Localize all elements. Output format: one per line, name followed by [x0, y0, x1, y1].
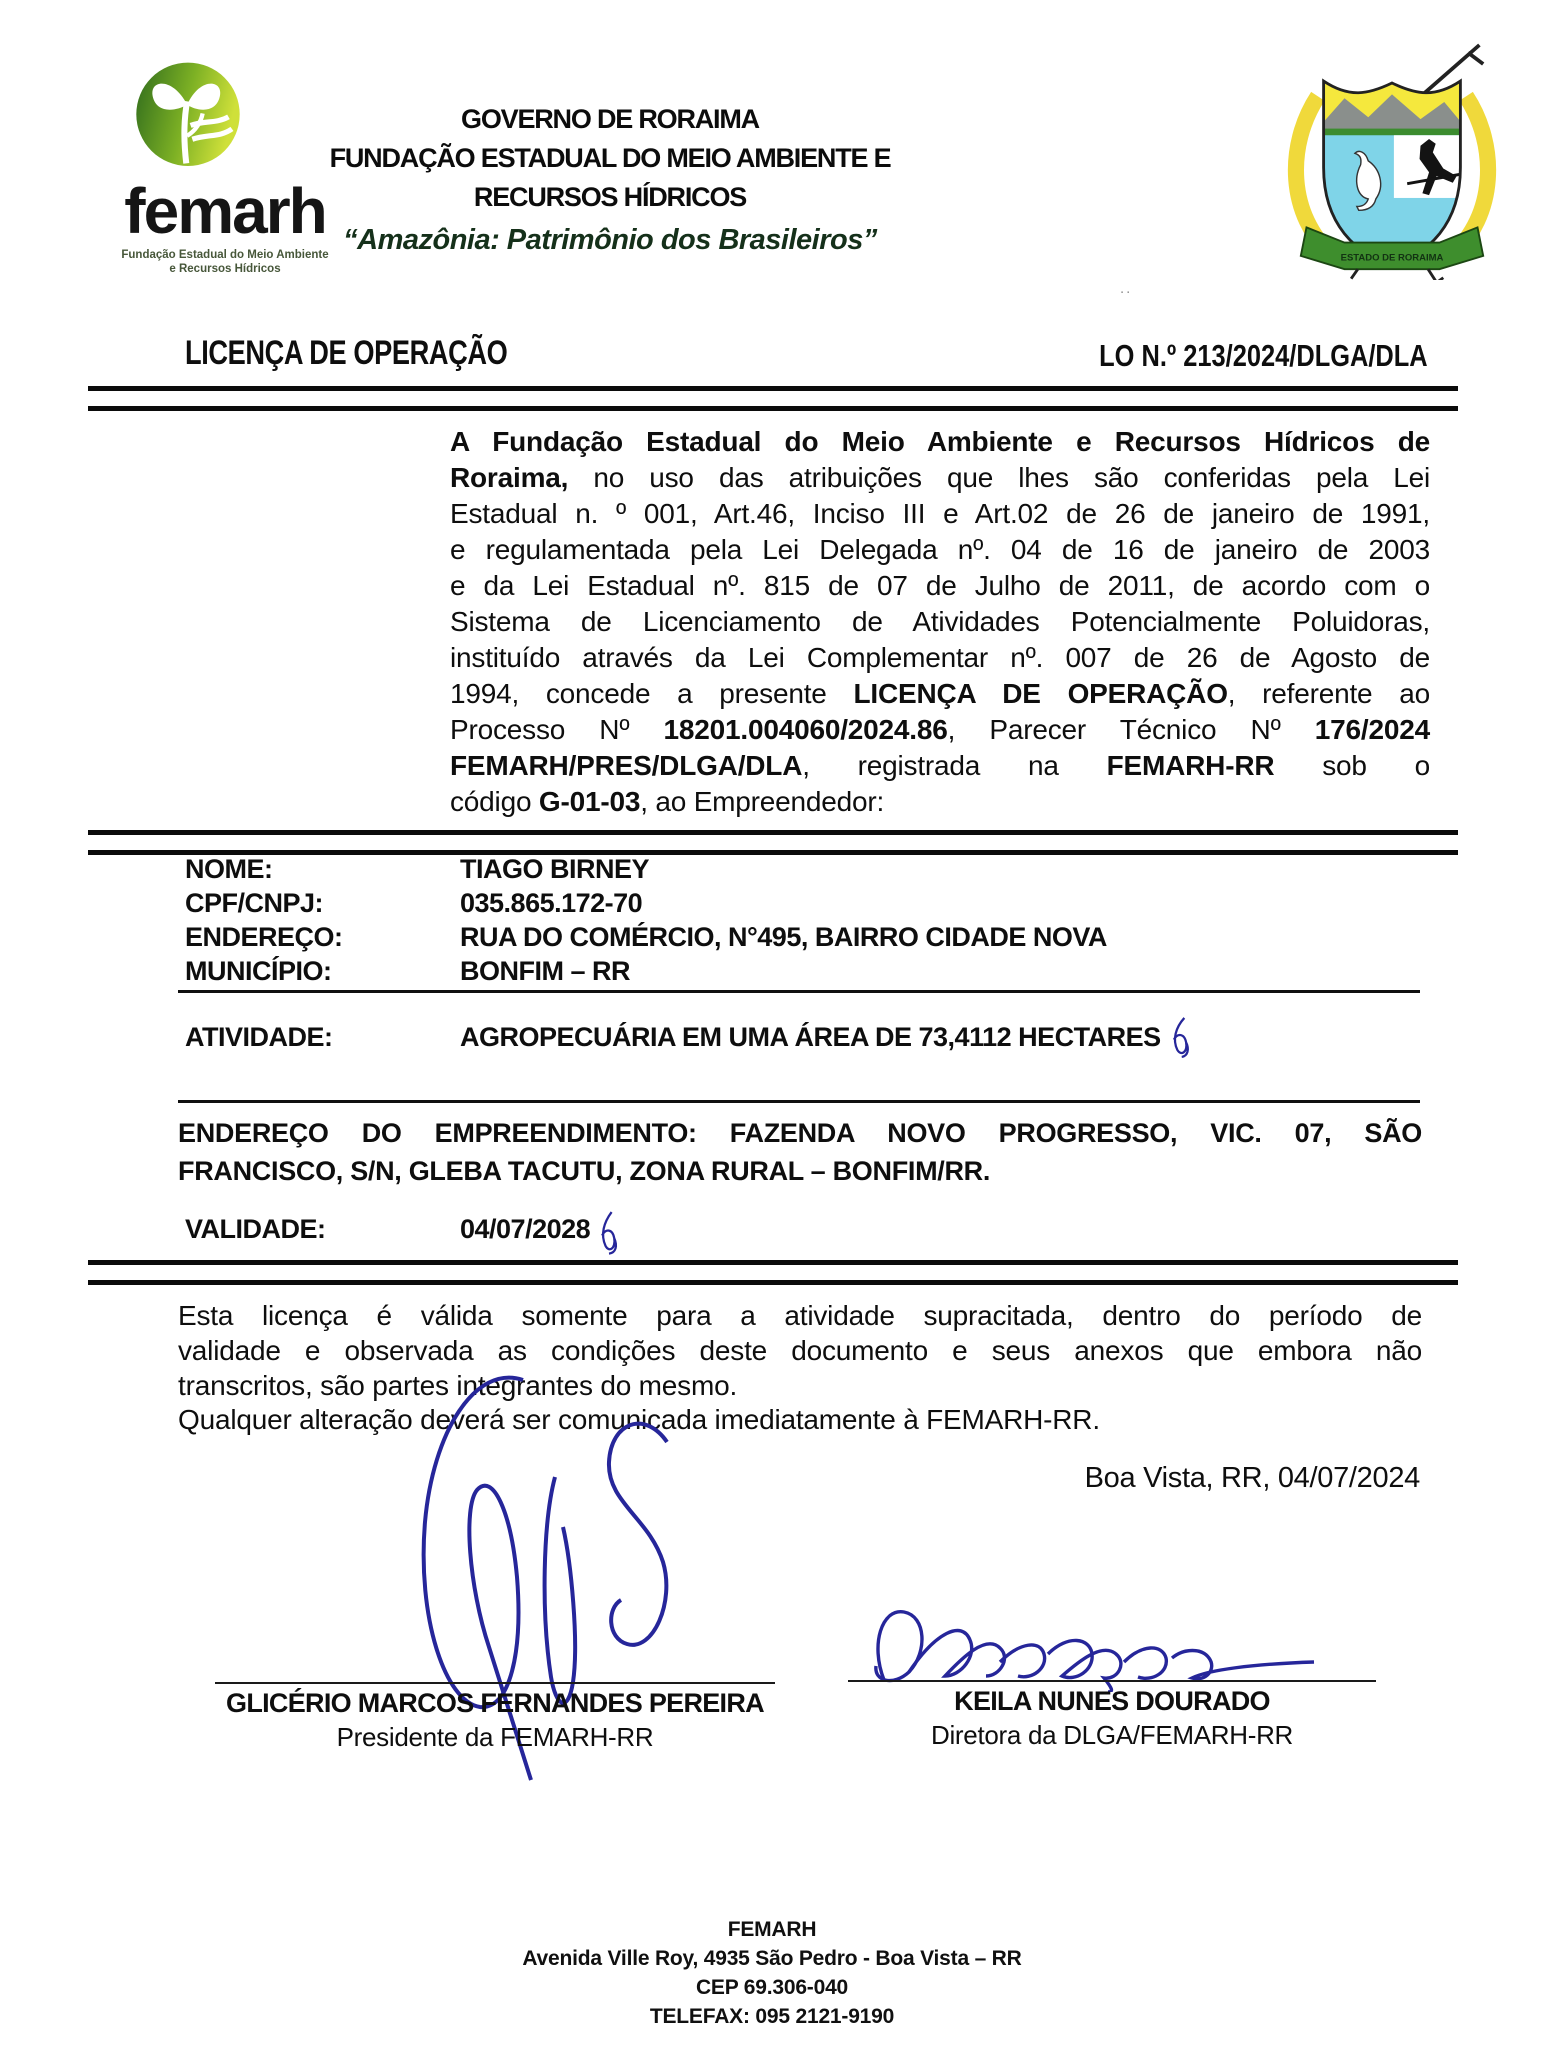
field-value: BONFIM – RR [460, 956, 630, 986]
signature-block-president [215, 1682, 775, 1753]
text-line [450, 676, 1430, 712]
government-header [260, 100, 960, 257]
text-segment: Sistema de Licenciamento de Atividades Potencialmente Poluidoras, [450, 606, 1430, 637]
text-segment: sob o [1274, 750, 1431, 781]
text-segment: , Parecer Técnico Nº [947, 714, 1315, 745]
validity-row [185, 1212, 1085, 1258]
field-label: NOME: [185, 854, 273, 884]
text-line [450, 460, 1430, 496]
signer-name: GLICÉRIO MARCOS FERNANDES PEREIRA [226, 1688, 764, 1718]
text-segment: FEMARH/PRES/DLGA/DLA [450, 750, 803, 781]
text-segment: G-01-03 [538, 786, 641, 817]
scan-stray-mark: .. [1120, 280, 1133, 297]
field-value: 035.865.172-70 [460, 888, 643, 918]
text-segment: 176/2024 [1314, 714, 1430, 745]
text-segment: Roraima, [450, 462, 569, 493]
intro-paragraph [450, 424, 1430, 820]
text-line [450, 496, 1430, 532]
field-label: CPF/CNPJ: [185, 888, 324, 918]
femarh-logo-icon [132, 58, 244, 174]
text-segment: ENDEREÇO DO EMPREENDIMENTO: FAZENDA NOVO PROGRESSO, VIC. 07, SÃO [178, 1118, 1422, 1148]
brand-wordmark: femarh [124, 175, 326, 247]
document-number: LO N.º 213/2024/DLGA/DLA [1099, 338, 1428, 373]
text-segment: A Fundação Estadual do Meio Ambiente e Recursos Hídricos de [450, 426, 1430, 457]
text-segment: Qualquer alteração deverá ser comunicada imediatamente à FEMARH-RR. [178, 1404, 1100, 1435]
signer-role: Presidente da FEMARH-RR [336, 1722, 654, 1752]
signer-role: Diretora da DLGA/FEMARH-RR [930, 1720, 1294, 1750]
footer-org: FEMARH [727, 1918, 817, 1941]
crest-svg [1278, 38, 1506, 280]
field-row-municipio [185, 954, 1425, 988]
field-label: MUNICÍPIO: [185, 956, 332, 986]
text-line [178, 1152, 1422, 1190]
text-segment: Esta licença é válida somente para a atividade supracitada, dentro do período de [178, 1300, 1422, 1331]
text-line [178, 1333, 1422, 1368]
double-rule-top [88, 386, 1458, 411]
signature-line [848, 1680, 1376, 1682]
text-segment: FRANCISCO, S/N, GLEBA TACUTU, ZONA RURAL – BONFIM/RR. [178, 1156, 991, 1186]
document-title: LICENÇA DE OPERAÇÃO [185, 334, 508, 372]
field-value: RUA DO COMÉRCIO, N°495, BAIRRO CIDADE NOVA [460, 922, 1107, 952]
text-segment: e da Lei Estadual nº. 815 de 07 de Julho de 2011, de acordo com o [450, 570, 1430, 601]
activity-row [185, 1020, 1485, 1060]
text-segment: e regulamentada pela Lei Delegada nº. 04 de 16 de janeiro de 2003 [450, 534, 1430, 565]
text-line [450, 748, 1430, 784]
double-rule-validity [88, 1260, 1458, 1285]
roraima-coat-of-arms-icon [1278, 38, 1506, 280]
director-signature-icon [862, 1592, 1332, 1692]
text-line [178, 1368, 1422, 1403]
text-line [450, 640, 1430, 676]
text-segment: validade e observada as condições deste documento e seus anexos que embora não [178, 1335, 1422, 1366]
issue-date-line: Boa Vista, RR, 04/07/2024 [1084, 1462, 1420, 1494]
gov-title-line2: FUNDAÇÃO ESTADUAL DO MEIO AMBIENTE E [329, 143, 891, 173]
signature-line [215, 1682, 775, 1684]
conditions-paragraph [178, 1298, 1422, 1403]
thin-rule-activity [178, 1100, 1420, 1103]
signer-name: KEILA NUNES DOURADO [954, 1686, 1270, 1716]
brand-subtitle-line1: Fundação Estadual do Meio Ambiente [121, 249, 329, 261]
blue-initials-icon [596, 1206, 622, 1258]
text-segment: , registrada na [802, 750, 1107, 781]
text-segment: código [450, 786, 539, 817]
gov-title-line1: GOVERNO DE RORAIMA [461, 104, 759, 134]
footer-cep: CEP 69.306-040 [695, 1976, 849, 1999]
text-segment: LICENÇA DE OPERAÇÃO [853, 678, 1228, 709]
footer-telefax: TELEFAX: 095 2121-9190 [649, 2005, 895, 2028]
text-segment: FEMARH-RR [1106, 750, 1275, 781]
field-row-nome [185, 852, 1425, 886]
validity-label: VALIDADE: [185, 1214, 326, 1244]
text-segment: instituído através da Lei Complementar nº. 007 de 26 de Agosto de [450, 642, 1430, 673]
text-segment: Processo Nº [450, 714, 664, 745]
field-row-cpf [185, 886, 1425, 920]
text-line [178, 1402, 1422, 1437]
enterprise-address [178, 1114, 1422, 1190]
thin-rule-holder [178, 990, 1420, 993]
conditions-note [178, 1402, 1422, 1437]
text-line [450, 568, 1430, 604]
field-label: ENDEREÇO: [185, 922, 343, 952]
text-segment: Estadual n. º 001, Art.46, Inciso III e Art.02 de 26 de janeiro de 1991, [450, 498, 1430, 529]
text-segment: 18201.004060/2024.86 [663, 714, 948, 745]
text-line [450, 532, 1430, 568]
validity-value: 04/07/2028 [460, 1214, 591, 1244]
brand-subtitle-line2: e Recursos Hídricos [169, 263, 281, 275]
state-motto: “Amazônia: Patrimônio dos Brasileiros” [343, 224, 877, 256]
text-line [450, 712, 1430, 748]
text-segment: 1994, concede a presente [450, 678, 854, 709]
gov-title-line3: RECURSOS HÍDRICOS [473, 182, 747, 212]
footer-address: Avenida Ville Roy, 4935 São Pedro - Boa Vista – RR [522, 1947, 1022, 1970]
blue-initials-icon [1167, 1014, 1193, 1060]
crest-banner-text: ESTADO DE RORAIMA [1340, 252, 1444, 264]
text-line [450, 604, 1430, 640]
text-line [178, 1298, 1422, 1333]
text-line [178, 1114, 1422, 1152]
signature-block-director [848, 1680, 1376, 1751]
text-segment: , referente ao [1227, 678, 1430, 709]
text-segment: transcritos, são partes integrantes do mesmo. [178, 1370, 738, 1401]
activity-label: ATIVIDADE: [185, 1022, 333, 1052]
holder-fields [185, 852, 1425, 988]
footer-block [0, 1915, 1544, 2031]
text-segment: no uso das atribuições que lhes são conferidas pela Lei [568, 462, 1430, 493]
text-line [450, 784, 1430, 820]
field-row-endereco [185, 920, 1425, 954]
text-segment: , ao Empreendedor: [640, 786, 885, 817]
field-value: TIAGO BIRNEY [460, 854, 650, 884]
activity-value: AGROPECUÁRIA EM UMA ÁREA DE 73,4112 HECTARES [460, 1022, 1161, 1052]
text-line [450, 424, 1430, 460]
